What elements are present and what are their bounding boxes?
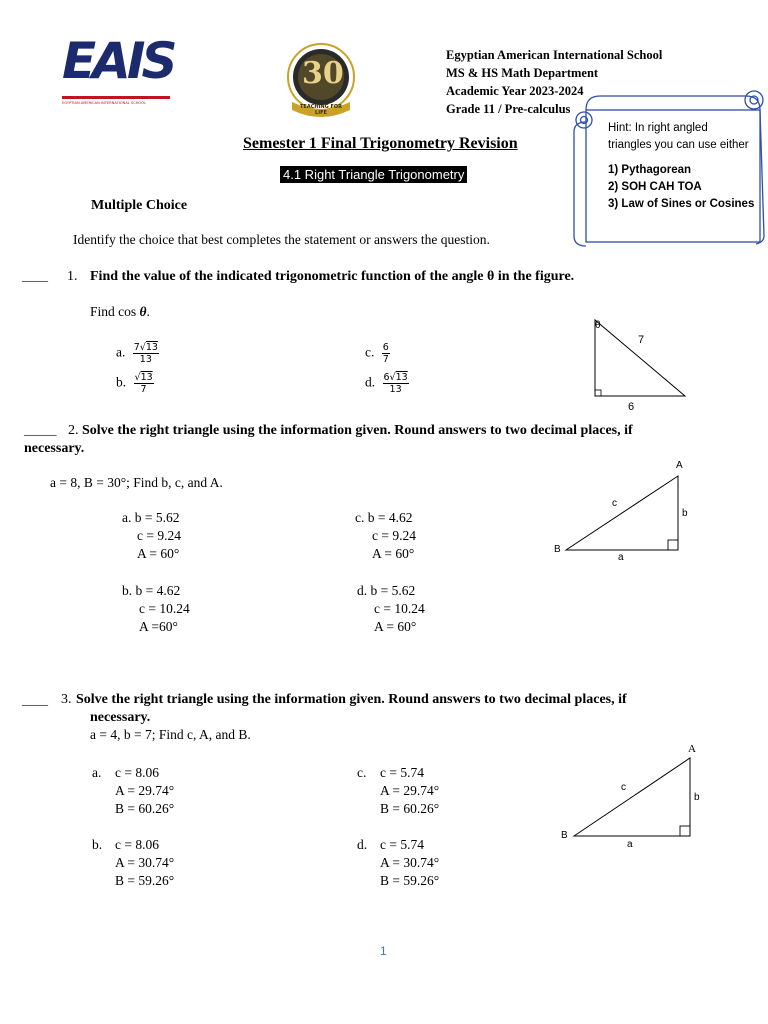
page-title: Semester 1 Final Trigonometry Revision bbox=[243, 135, 518, 152]
q3-answer-blank[interactable]: ____ bbox=[22, 692, 48, 707]
q2-right-angle-marker bbox=[668, 540, 678, 550]
hint-item-law-sines-cosines: 3) Law of Sines or Cosines bbox=[608, 198, 755, 210]
q3-choice-a-label: a. bbox=[92, 765, 102, 780]
hint-line-2: triangles you can use either bbox=[608, 139, 749, 151]
q2-side-a: a bbox=[618, 552, 624, 563]
anniversary-number: 30 bbox=[302, 56, 344, 91]
q2-choice-d-line-1: d. b = 5.62 bbox=[357, 583, 416, 598]
q1-choice-d-fraction: $\frac{6√13}{13}$ bbox=[383, 372, 408, 395]
q2-number: 2. bbox=[68, 423, 79, 438]
q3-choice-d-line-3: B = 59.26° bbox=[380, 873, 440, 888]
multiple-choice-heading: Multiple Choice bbox=[91, 198, 188, 213]
q2-choice-a[interactable] bbox=[122, 509, 181, 563]
q3-choice-a-line-2: A = 29.74° bbox=[115, 783, 175, 798]
q2-answer-blank[interactable]: _____ bbox=[24, 422, 57, 437]
instructions: Identify the choice that best completes the statement or answers the question. bbox=[73, 232, 490, 247]
hint-item-sohcahtoa: 2) SOH CAH TOA bbox=[608, 181, 702, 193]
anniversary-logo bbox=[284, 40, 358, 122]
q3-given: a = 4, b = 7; Find c, A, and B. bbox=[90, 727, 251, 742]
q2-triangle-figure bbox=[560, 470, 686, 556]
page-number: 1 bbox=[380, 944, 387, 958]
q1-prompt-pre: Find cos bbox=[90, 304, 140, 319]
q2-choice-d[interactable] bbox=[357, 582, 425, 636]
school-name: Egyptian American International School bbox=[446, 48, 663, 62]
eais-logo-bar bbox=[62, 96, 170, 99]
q3-choice-c[interactable] bbox=[357, 764, 439, 818]
q2-text-line-1: Solve the right triangle using the information given. Round answers to two decimal places, if bbox=[82, 423, 633, 438]
q3-text-line-2: necessary. bbox=[90, 710, 151, 725]
q2-choice-a-line-1: a. b = 5.62 bbox=[122, 510, 180, 525]
q2-vertex-B: B bbox=[554, 544, 561, 555]
q2-vertex-A: A bbox=[676, 460, 683, 471]
q1-prompt-post: . bbox=[146, 304, 150, 319]
q3-choice-a-line-3: B = 60.26° bbox=[115, 801, 175, 816]
q1-choice-c-label: c. bbox=[365, 344, 375, 360]
q2-side-b: b bbox=[682, 508, 688, 519]
q3-choice-b-label: b. bbox=[92, 837, 103, 852]
q3-choice-c-line-1: c = 5.74 bbox=[380, 765, 424, 780]
q1-choice-a-fraction: $\frac{7√13}{13}$ bbox=[133, 342, 158, 365]
q3-choice-a[interactable] bbox=[92, 764, 174, 818]
q2-text-line-2: necessary. bbox=[24, 441, 85, 456]
q3-triangle-figure bbox=[566, 752, 696, 842]
q1-prompt bbox=[90, 304, 150, 320]
q2-choice-a-line-3: A = 60° bbox=[137, 546, 180, 561]
q1-choice-c-fraction: $\frac{6}{7}$ bbox=[382, 342, 389, 365]
q3-number: 3. bbox=[61, 692, 72, 707]
q3-vertex-B: B bbox=[561, 830, 568, 841]
hint-item-pythagorean: 1) Pythagorean bbox=[608, 164, 692, 176]
q3-vertex-A: A bbox=[688, 743, 696, 755]
q3-choice-d[interactable] bbox=[357, 836, 439, 890]
q3-triangle-shape bbox=[574, 758, 690, 836]
q2-choice-b[interactable] bbox=[122, 582, 190, 636]
q3-choice-d-line-2: A = 30.74° bbox=[380, 855, 440, 870]
q3-choice-b-line-1: c = 8.06 bbox=[115, 837, 159, 852]
q1-answer-blank[interactable]: ____ bbox=[22, 268, 48, 283]
q3-choice-a-line-1: c = 8.06 bbox=[115, 765, 159, 780]
hint-box bbox=[608, 120, 768, 246]
q3-text-line-1: Solve the right triangle using the information given. Round answers to two decimal places, if bbox=[76, 692, 627, 707]
q2-choice-b-line-1: b. b = 4.62 bbox=[122, 583, 181, 598]
eais-logo-mark: EAIS bbox=[62, 32, 174, 90]
grade: Grade 11 / Pre-calculus bbox=[446, 102, 571, 116]
q2-choice-c-line-1: c. b = 4.62 bbox=[355, 510, 413, 525]
q1-number: 1. bbox=[67, 269, 78, 284]
q3-choice-c-line-3: B = 60.26° bbox=[380, 801, 440, 816]
q3-choice-d-label: d. bbox=[357, 837, 368, 852]
q1-choice-a[interactable] bbox=[116, 342, 159, 365]
q1-choice-d-label: d. bbox=[365, 374, 376, 390]
q3-side-c: c bbox=[621, 782, 626, 793]
anniversary-ribbon: TEACHING FOR LIFE bbox=[300, 104, 342, 116]
eais-logo bbox=[62, 34, 172, 118]
department: MS & HS Math Department bbox=[446, 66, 599, 80]
academic-year: Academic Year 2023-2024 bbox=[446, 84, 584, 98]
q2-choice-d-line-2: c = 10.24 bbox=[374, 601, 425, 616]
q1-choice-c[interactable] bbox=[365, 342, 390, 365]
hint-line-1: Hint: In right angled bbox=[608, 122, 708, 134]
q1-choice-d[interactable] bbox=[365, 372, 409, 395]
q1-choice-a-label: a. bbox=[116, 344, 126, 360]
q1-prompt-var: θ bbox=[139, 304, 147, 319]
q3-choice-c-line-2: A = 29.74° bbox=[380, 783, 440, 798]
q1-angle-label: θ bbox=[595, 320, 601, 331]
q3-right-angle-marker bbox=[680, 826, 690, 836]
q2-choice-b-line-2: c = 10.24 bbox=[139, 601, 190, 616]
q3-side-a: a bbox=[627, 839, 633, 850]
q3-choice-b-line-3: B = 59.26° bbox=[115, 873, 175, 888]
eais-logo-caption: EGYPTIAN AMERICAN INTERNATIONAL SCHOOL bbox=[62, 101, 147, 105]
q1-choice-b-fraction: $\frac{√13}{7}$ bbox=[134, 372, 153, 395]
q3-choice-b-line-2: A = 30.74° bbox=[115, 855, 175, 870]
q2-side-c: c bbox=[612, 498, 617, 509]
q2-choice-d-line-3: A = 60° bbox=[374, 619, 417, 634]
q2-choice-c-line-3: A = 60° bbox=[372, 546, 415, 561]
q2-choice-b-line-3: A =60° bbox=[139, 619, 178, 634]
q1-choice-b-label: b. bbox=[116, 374, 127, 390]
section-label: 4.1 Right Triangle Trigonometry bbox=[280, 166, 467, 183]
q3-side-b: b bbox=[694, 792, 700, 803]
q2-triangle-shape bbox=[566, 476, 678, 550]
q1-base-label: 6 bbox=[628, 401, 635, 413]
q3-choice-c-label: c. bbox=[357, 765, 367, 780]
q1-right-angle-marker bbox=[595, 390, 601, 396]
q3-choice-d-line-1: c = 5.74 bbox=[380, 837, 424, 852]
q1-choice-b[interactable] bbox=[116, 372, 154, 395]
q2-choice-a-line-2: c = 9.24 bbox=[137, 528, 181, 543]
q1-triangle-shape bbox=[595, 320, 685, 396]
q1-triangle-figure bbox=[588, 314, 692, 416]
q2-choice-c-line-2: c = 9.24 bbox=[372, 528, 416, 543]
q2-choice-c[interactable] bbox=[355, 509, 416, 563]
q3-choice-b[interactable] bbox=[92, 836, 174, 890]
q2-given: a = 8, B = 30°; Find b, c, and A. bbox=[50, 475, 223, 490]
q1-hypotenuse-label: 7 bbox=[638, 334, 645, 346]
q1-text: Find the value of the indicated trigonometric function of the angle θ in the figure. bbox=[90, 269, 575, 284]
